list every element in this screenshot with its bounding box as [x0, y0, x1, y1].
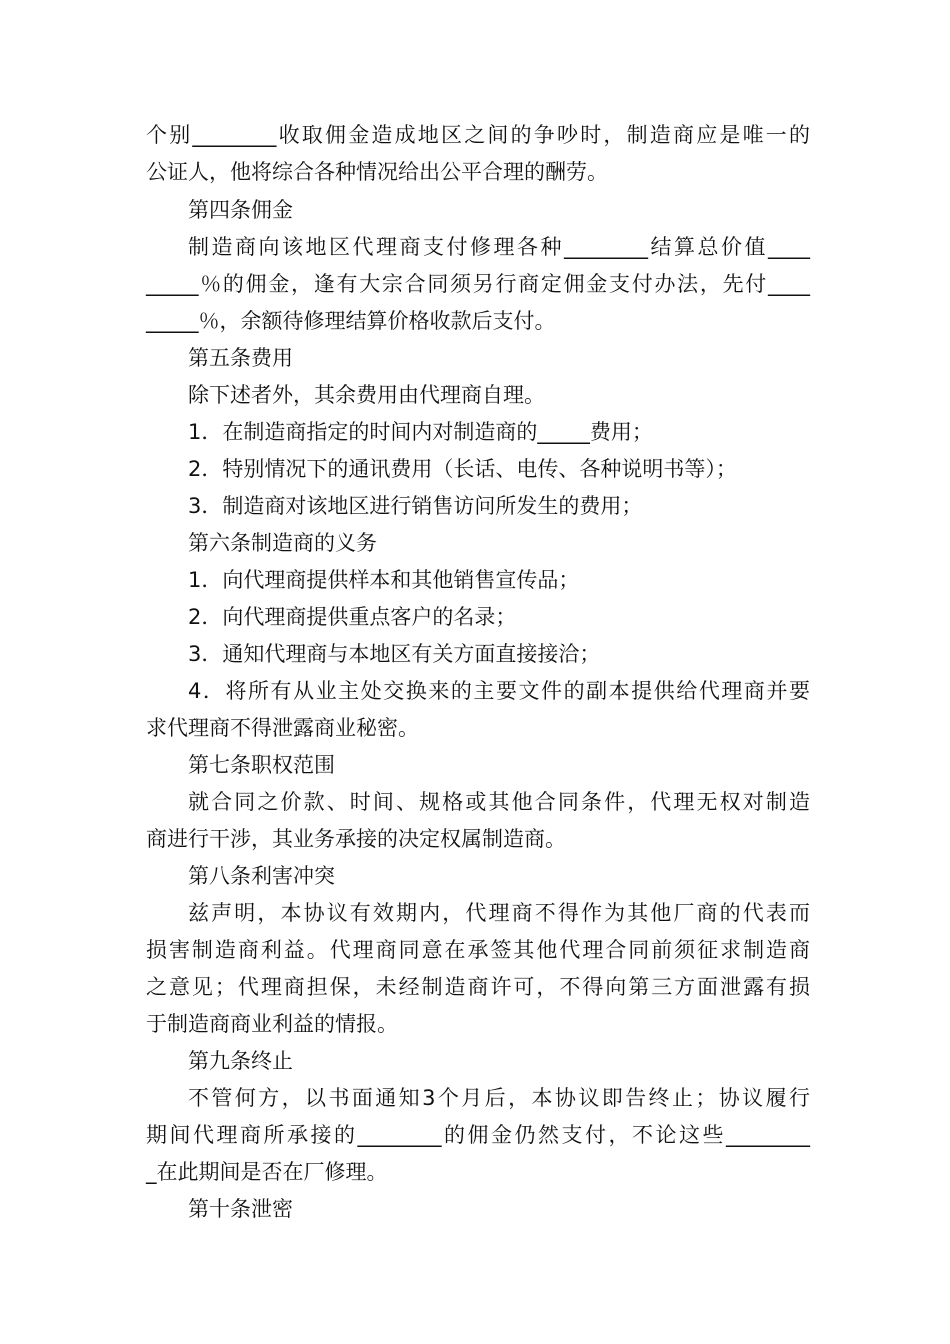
text-line: 公证人，他将综合各种情况给出公平合理的酬劳。	[146, 160, 608, 184]
list-item: 4．将所有从业主处交换来的主要文件的副本提供给代理商并要	[188, 679, 810, 703]
text-line: 不管何方，以书面通知3个月后，本协议即告终止；协议履行	[188, 1086, 810, 1110]
list-item: 2．向代理商提供重点客户的名录；	[188, 605, 517, 629]
text-line: _在此期间是否在厂修理。	[146, 1160, 388, 1184]
text-line: _____％，余额待修理结算价格收款后支付。	[146, 309, 556, 333]
text-line: 损害制造商利益。代理商同意在承签其他代理合同前须征求制造商	[146, 938, 810, 962]
list-item: 2．特别情况下的通讯费用（长话、电传、各种说明书等）；	[188, 457, 737, 481]
text-line: _____％的佣金，逢有大宗合同须另行商定佣金支付办法，先付____	[146, 272, 810, 296]
text-line: 除下述者外，其余费用由代理商自理。	[188, 383, 545, 407]
section-heading: 第八条利害冲突	[188, 864, 335, 888]
list-item: 3．通知代理商与本地区有关方面直接接洽；	[188, 642, 601, 666]
section-heading: 第七条职权范围	[188, 753, 335, 777]
text-line: 制造商向该地区代理商支付修理各种________结算总价值____	[188, 235, 810, 259]
list-item: 3．制造商对该地区进行销售访问所发生的费用；	[188, 494, 643, 518]
text-line: 求代理商不得泄露商业秘密。	[146, 716, 419, 740]
text-line: 之意见；代理商担保，未经制造商许可，不得向第三方面泄露有损	[146, 975, 810, 999]
text-line: 期间代理商所承接的________的佣金仍然支付，不论这些________	[146, 1123, 810, 1147]
section-heading: 第四条佣金	[188, 198, 293, 222]
section-heading: 第九条终止	[188, 1049, 293, 1073]
text-line: 就合同之价款、时间、规格或其他合同条件，代理无权对制造	[188, 790, 810, 814]
list-item: 1．向代理商提供样本和其他销售宣传品；	[188, 568, 580, 592]
text-line: 于制造商商业利益的情报。	[146, 1012, 398, 1036]
text-line: 兹声明，本协议有效期内，代理商不得作为其他厂商的代表而	[188, 901, 810, 925]
list-item: 1．在制造商指定的时间内对制造商的_____费用；	[188, 420, 653, 444]
text-line: 个别________收取佣金造成地区之间的争吵时，制造商应是唯一的	[146, 123, 810, 147]
section-heading: 第十条泄密	[188, 1197, 293, 1221]
text-line: 商进行干涉，其业务承接的决定权属制造商。	[146, 827, 566, 851]
section-heading: 第六条制造商的义务	[188, 531, 377, 555]
section-heading: 第五条费用	[188, 346, 293, 370]
